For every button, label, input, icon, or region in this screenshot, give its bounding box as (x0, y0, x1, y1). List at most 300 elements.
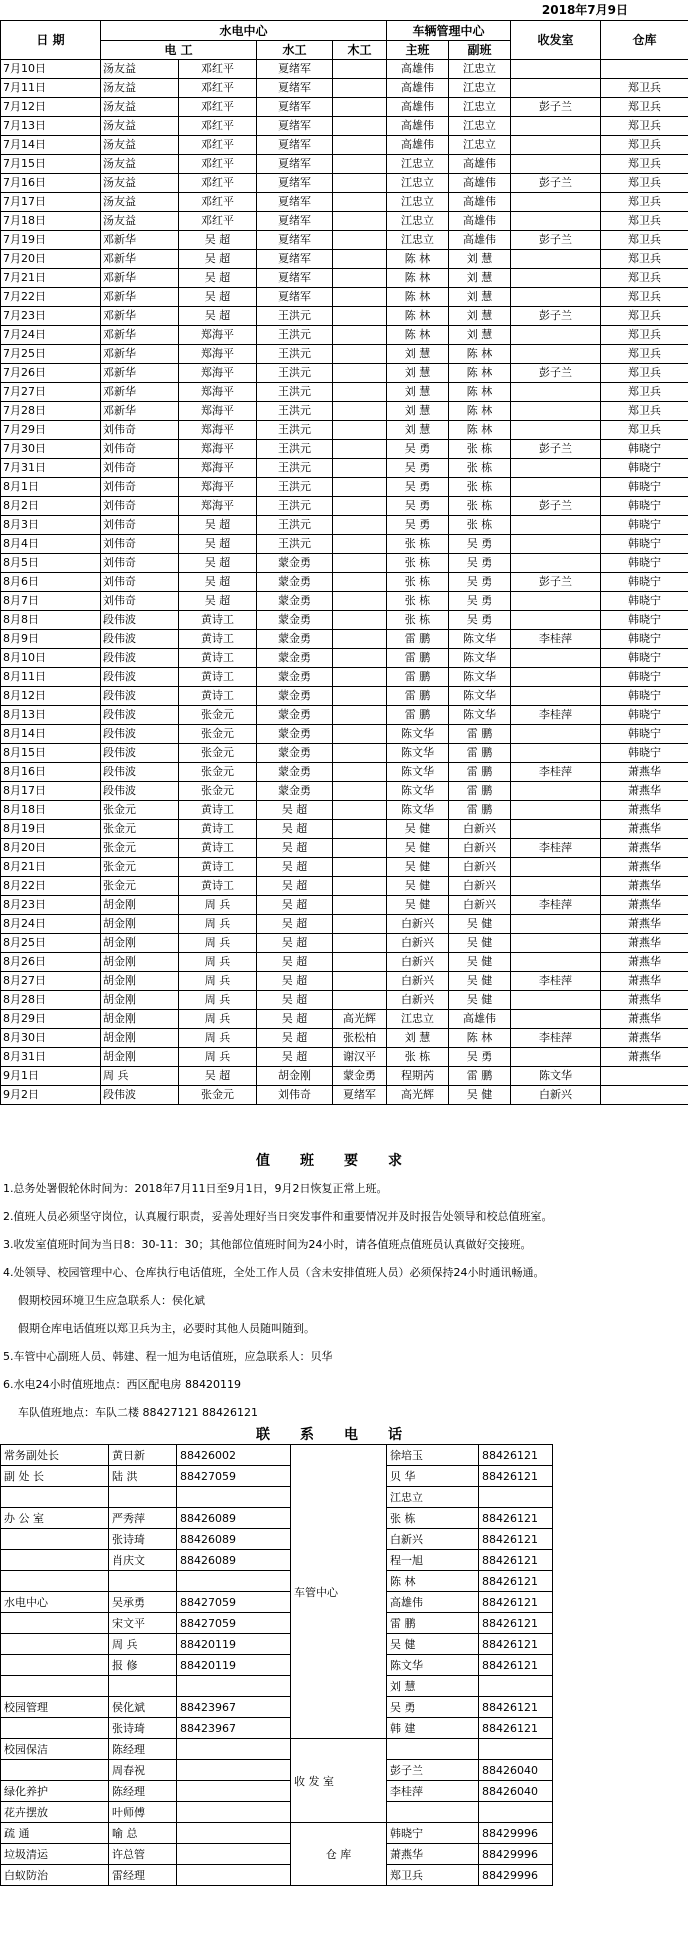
plumber-cell: 王洪元 (257, 516, 333, 535)
carpenter-cell (333, 820, 387, 839)
warehouse-cell: 韩晓宁 (601, 497, 688, 516)
carpenter-cell (333, 535, 387, 554)
plumber-cell: 夏绪军 (257, 212, 333, 231)
mailroom-cell: 李桂萍 (511, 1029, 601, 1048)
main-shift-cell: 刘 慧 (387, 383, 449, 402)
mailroom-cell (511, 402, 601, 421)
date-cell: 8月21日 (1, 858, 101, 877)
contact-dept-cell (1, 1760, 109, 1781)
contact-dept-cell: 白蚁防治 (1, 1865, 109, 1886)
plumber-cell: 吴 超 (257, 934, 333, 953)
electrician-cell: 郑海平 (179, 478, 257, 497)
mailroom-cell (511, 782, 601, 801)
date-cell: 8月22日 (1, 877, 101, 896)
water-power-header: 水电中心 (101, 21, 387, 41)
main-shift-cell: 陈文华 (387, 725, 449, 744)
sub-shift-cell: 刘 慧 (449, 250, 511, 269)
warehouse-cell: 萧燕华 (601, 877, 688, 896)
electrician-cell: 汤友益 (101, 212, 179, 231)
requirement-line: 3.收发室值班时间为当日8：30-11：30；其他部位值班时间为24小时，请各值班点值班员认真做好交接班。 (3, 1238, 532, 1251)
main-shift-cell: 白新兴 (387, 972, 449, 991)
document-date: 2018年7月9日 (541, 3, 628, 17)
carpenter-cell (333, 668, 387, 687)
date-cell: 7月14日 (1, 136, 101, 155)
carpenter-cell (333, 497, 387, 516)
mailroom-cell (511, 915, 601, 934)
mailroom-cell (511, 554, 601, 573)
sub-shift-cell: 张 栋 (449, 440, 511, 459)
sub-shift-cell: 高雄伟 (449, 155, 511, 174)
mailroom-cell (511, 877, 601, 896)
sub-shift-cell: 吴 勇 (449, 554, 511, 573)
plumber-cell: 夏绪军 (257, 250, 333, 269)
main-shift-cell: 刘 慧 (387, 402, 449, 421)
electrician-cell: 邓红平 (179, 117, 257, 136)
electrician-cell: 段伟波 (101, 1086, 179, 1105)
plumber-cell: 吴 超 (257, 953, 333, 972)
contact-phone-cell: 88429996 (479, 1823, 553, 1844)
main-shift-cell: 张 栋 (387, 535, 449, 554)
mailroom-cell (511, 383, 601, 402)
contact-phone-cell: 88426121 (479, 1445, 553, 1466)
main-shift-cell: 江忠立 (387, 174, 449, 193)
date-cell: 8月19日 (1, 820, 101, 839)
schedule-row (1, 193, 688, 212)
schedule-row (1, 649, 688, 668)
date-cell: 8月23日 (1, 896, 101, 915)
warehouse-cell: 郑卫兵 (601, 250, 688, 269)
main-shift-cell: 张 栋 (387, 554, 449, 573)
plumber-cell: 王洪元 (257, 364, 333, 383)
contact-phone-cell: 88420119 (177, 1634, 291, 1655)
contact-phone-cell (177, 1823, 291, 1844)
electrician-cell: 周 兵 (179, 1010, 257, 1029)
plumber-cell: 夏绪军 (257, 117, 333, 136)
date-cell: 8月5日 (1, 554, 101, 573)
electrician-cell: 邓新华 (101, 345, 179, 364)
contact-dept-cell: 常务副处长 (1, 1445, 109, 1466)
electrician-cell: 胡金刚 (101, 1048, 179, 1067)
date-cell: 8月29日 (1, 1010, 101, 1029)
warehouse-cell: 郑卫兵 (601, 326, 688, 345)
warehouse-cell: 郑卫兵 (601, 155, 688, 174)
electrician-cell: 吴 超 (179, 1067, 257, 1086)
sub-shift-cell: 白新兴 (449, 839, 511, 858)
warehouse-cell: 萧燕华 (601, 1029, 688, 1048)
contact-name-cell: 贝 华 (387, 1466, 479, 1487)
electrician-cell: 周 兵 (179, 991, 257, 1010)
main-shift-cell: 雷 鹏 (449, 1067, 511, 1086)
carpenter-cell: 谢汉平 (333, 1048, 387, 1067)
date-cell: 8月31日 (1, 1048, 101, 1067)
contact-phone-cell: 88426121 (479, 1592, 553, 1613)
date-header: 日 期 (1, 21, 101, 60)
warehouse-cell: 韩晓宁 (601, 744, 688, 763)
carpenter-cell (333, 402, 387, 421)
date-cell: 8月26日 (1, 953, 101, 972)
sub-shift-cell: 雷 鹏 (449, 801, 511, 820)
date-cell: 7月13日 (1, 117, 101, 136)
electrician-cell: 段伟波 (101, 782, 179, 801)
electrician-cell: 邓新华 (101, 250, 179, 269)
electrician-cell: 郑海平 (179, 364, 257, 383)
date-cell: 8月4日 (1, 535, 101, 554)
contact-name-cell: 周春祝 (109, 1760, 177, 1781)
carpenter-cell (333, 934, 387, 953)
schedule-row (1, 60, 688, 79)
carpenter-cell (333, 193, 387, 212)
sub-shift-cell: 江忠立 (449, 79, 511, 98)
carpenter-cell (333, 516, 387, 535)
main-shift-cell: 江忠立 (387, 193, 449, 212)
plumber-cell: 蒙金勇 (257, 725, 333, 744)
electrician-cell: 段伟波 (101, 611, 179, 630)
schedule-row (1, 212, 688, 231)
plumber-cell: 蒙金勇 (257, 763, 333, 782)
mailroom-cell: 李桂萍 (511, 763, 601, 782)
carpenter-cell (333, 763, 387, 782)
electrician-cell: 张金元 (179, 744, 257, 763)
electrician-cell: 邓红平 (179, 60, 257, 79)
mailroom-cell (511, 649, 601, 668)
contact-phone-cell: 88426121 (479, 1634, 553, 1655)
carpenter-cell: 高光辉 (387, 1086, 449, 1105)
contact-name-cell: 张诗琦 (109, 1529, 177, 1550)
main-shift-cell: 高雄伟 (387, 79, 449, 98)
sub-shift-cell: 江忠立 (449, 117, 511, 136)
sub-shift-cell: 张 栋 (449, 497, 511, 516)
main-shift-cell: 雷 鹏 (387, 687, 449, 706)
mailroom-cell (511, 991, 601, 1010)
plumber-cell: 王洪元 (257, 345, 333, 364)
mailroom-cell (511, 478, 601, 497)
carpenter-cell (333, 250, 387, 269)
contact-phone-cell (177, 1487, 291, 1508)
contact-name-cell: 吴 勇 (387, 1697, 479, 1718)
contact-dept-cell: 垃圾清运 (1, 1844, 109, 1865)
date-cell: 8月28日 (1, 991, 101, 1010)
sub-shift-cell: 江忠立 (449, 98, 511, 117)
plumber-header: 水工 (257, 41, 333, 60)
warehouse-cell: 郑卫兵 (601, 421, 688, 440)
carpenter-cell (333, 174, 387, 193)
schedule-row (1, 782, 688, 801)
schedule-row (1, 554, 688, 573)
contact-phone-cell (177, 1802, 291, 1823)
carpenter-cell (333, 896, 387, 915)
carpenter-cell (333, 440, 387, 459)
contact-phone-cell: 88426121 (479, 1718, 553, 1739)
date-cell: 7月26日 (1, 364, 101, 383)
mailroom-cell (511, 725, 601, 744)
contact-phone-cell: 88426121 (479, 1697, 553, 1718)
electrician-cell: 周 兵 (179, 1029, 257, 1048)
contact-phone-cell: 88426121 (479, 1508, 553, 1529)
mailroom-cell (511, 155, 601, 174)
sub-shift-cell: 吴 勇 (449, 1048, 511, 1067)
plumber-cell: 蒙金勇 (333, 1067, 387, 1086)
contact-phone-cell: 88426089 (177, 1550, 291, 1571)
date-cell: 8月20日 (1, 839, 101, 858)
warehouse-cell: 郑卫兵 (601, 288, 688, 307)
requirement-line: 6.水电24小时值班地点：西区配电房 88420119 (3, 1378, 241, 1391)
warehouse-cell: 韩晓宁 (601, 630, 688, 649)
contact-name-cell: 韩晓宁 (387, 1823, 479, 1844)
date-cell: 8月1日 (1, 478, 101, 497)
contact-name-cell: 彭子兰 (387, 1760, 479, 1781)
schedule-row (1, 1010, 688, 1029)
plumber-cell: 夏绪军 (333, 1086, 387, 1105)
date-cell: 8月14日 (1, 725, 101, 744)
schedule-row (1, 877, 688, 896)
warehouse-cell: 萧燕华 (601, 1010, 688, 1029)
contact-name-cell: 程一旭 (387, 1550, 479, 1571)
schedule-row (1, 364, 688, 383)
electrician-cell: 张金元 (101, 877, 179, 896)
sub-shift-cell: 陈文华 (449, 687, 511, 706)
electrician-cell: 胡金刚 (101, 991, 179, 1010)
schedule-row (1, 630, 688, 649)
sub-shift-cell: 陈 林 (449, 383, 511, 402)
schedule-row (1, 991, 688, 1010)
electrician-cell: 胡金刚 (101, 1029, 179, 1048)
contact-name-cell: 严秀萍 (109, 1508, 177, 1529)
schedule-row (1, 345, 688, 364)
plumber-cell: 夏绪军 (257, 79, 333, 98)
requirement-line: 2.值班人员必须坚守岗位，认真履行职责，妥善处理好当日突发事件和重要情况并及时报告处领导和校总值班室。 (3, 1210, 553, 1223)
electrician-cell: 汤友益 (101, 193, 179, 212)
mailroom-cell (511, 459, 601, 478)
main-shift-cell: 吴 健 (387, 858, 449, 877)
main-shift-cell: 陈 林 (387, 326, 449, 345)
schedule-row (1, 402, 688, 421)
electrician-cell: 汤友益 (101, 117, 179, 136)
warehouse-cell: 郑卫兵 (601, 307, 688, 326)
contact-name-cell: 张 栋 (387, 1508, 479, 1529)
schedule-row (1, 535, 688, 554)
contact-phone-cell (479, 1802, 553, 1823)
contact-name-cell (109, 1676, 177, 1697)
mailroom-cell: 李桂萍 (511, 896, 601, 915)
contact-phone-cell: 88427059 (177, 1613, 291, 1634)
sub-shift-cell: 雷 鹏 (449, 725, 511, 744)
electrician-cell: 邓红平 (179, 155, 257, 174)
electrician-cell: 黄诗工 (179, 668, 257, 687)
vehicle-dept-cell: 车管中心 (291, 1445, 387, 1739)
date-cell: 8月8日 (1, 611, 101, 630)
contact-name-cell (109, 1571, 177, 1592)
electrician-cell: 黄诗工 (179, 611, 257, 630)
sub-shift-cell: 吴 健 (449, 991, 511, 1010)
warehouse-cell: 韩晓宁 (601, 573, 688, 592)
electrician-cell: 汤友益 (101, 155, 179, 174)
sub-shift-cell: 陈 林 (449, 345, 511, 364)
plumber-cell: 吴 超 (257, 877, 333, 896)
plumber-cell: 夏绪军 (257, 174, 333, 193)
electrician-cell: 郑海平 (179, 326, 257, 345)
electrician-cell: 刘伟奇 (101, 421, 179, 440)
contact-phone-cell: 88426089 (177, 1508, 291, 1529)
main-shift-cell: 白新兴 (387, 991, 449, 1010)
sub-shift-header: 副班 (449, 41, 511, 60)
electrician-cell: 段伟波 (101, 649, 179, 668)
main-shift-cell: 陈文华 (387, 744, 449, 763)
warehouse-cell: 萧燕华 (601, 782, 688, 801)
carpenter-cell: 高光辉 (333, 1010, 387, 1029)
carpenter-cell (333, 307, 387, 326)
date-cell: 8月11日 (1, 668, 101, 687)
contact-phone-cell (177, 1676, 291, 1697)
main-shift-cell: 江忠立 (387, 155, 449, 174)
electrician-cell: 胡金刚 (101, 896, 179, 915)
warehouse-cell: 郑卫兵 (601, 79, 688, 98)
plumber-cell: 吴 超 (257, 915, 333, 934)
warehouse-cell: 韩晓宁 (601, 649, 688, 668)
main-shift-cell: 吴 勇 (387, 440, 449, 459)
electrician-cell: 邓红平 (179, 136, 257, 155)
warehouse-cell: 韩晓宁 (601, 459, 688, 478)
carpenter-cell (333, 839, 387, 858)
plumber-cell: 吴 超 (257, 1010, 333, 1029)
main-shift-cell: 吴 健 (387, 896, 449, 915)
schedule-row (1, 421, 688, 440)
warehouse-cell: 萧燕华 (601, 953, 688, 972)
schedule-row (1, 288, 688, 307)
main-shift-cell: 吴 勇 (387, 516, 449, 535)
plumber-cell: 王洪元 (257, 383, 333, 402)
carpenter-cell (333, 79, 387, 98)
electrician-cell: 吴 超 (179, 269, 257, 288)
main-shift-cell: 张 栋 (387, 611, 449, 630)
plumber-cell: 蒙金勇 (257, 706, 333, 725)
plumber-cell: 吴 超 (257, 858, 333, 877)
electrician-cell: 周 兵 (179, 953, 257, 972)
plumber-cell: 蒙金勇 (257, 744, 333, 763)
electrician-cell: 张金元 (101, 820, 179, 839)
carpenter-cell (333, 383, 387, 402)
warehouse-cell: 韩晓宁 (601, 516, 688, 535)
sub-shift-cell: 高雄伟 (449, 1010, 511, 1029)
carpenter-cell (333, 326, 387, 345)
electrician-cell: 吴 超 (179, 535, 257, 554)
plumber-cell: 夏绪军 (257, 231, 333, 250)
mailroom-cell (511, 326, 601, 345)
mailroom-cell: 彭子兰 (511, 364, 601, 383)
plumber-cell: 夏绪军 (257, 193, 333, 212)
carpenter-header: 木工 (333, 41, 387, 60)
carpenter-cell (333, 364, 387, 383)
mailroom-cell (511, 1048, 601, 1067)
electrician-cell: 刘伟奇 (101, 573, 179, 592)
contact-phone-cell: 88423967 (177, 1718, 291, 1739)
sub-shift-cell: 张 栋 (449, 459, 511, 478)
sub-shift-cell: 陈文华 (449, 630, 511, 649)
main-shift-cell: 张 栋 (387, 573, 449, 592)
electrician-cell: 吴 超 (179, 288, 257, 307)
main-shift-cell: 刘 慧 (387, 1029, 449, 1048)
mailroom-cell: 彭子兰 (511, 98, 601, 117)
contact-name-cell: 江忠立 (387, 1487, 479, 1508)
electrician-cell: 汤友益 (101, 60, 179, 79)
main-shift-cell: 雷 鹏 (387, 630, 449, 649)
carpenter-cell (333, 345, 387, 364)
electrician-cell: 邓红平 (179, 98, 257, 117)
warehouse-cell: 郑卫兵 (601, 231, 688, 250)
vehicle-header: 车辆管理中心 (387, 21, 511, 41)
contact-name-cell: 陈 林 (387, 1571, 479, 1592)
electrician-cell: 胡金刚 (101, 1010, 179, 1029)
main-shift-header: 主班 (387, 41, 449, 60)
sub-shift-cell: 陈 林 (449, 1029, 511, 1048)
electrician-cell: 吴 超 (179, 231, 257, 250)
schedule-row (1, 687, 688, 706)
contact-name-cell: 侯化斌 (109, 1697, 177, 1718)
contact-dept-cell (1, 1529, 109, 1550)
electrician-cell: 吴 超 (179, 516, 257, 535)
date-cell: 8月24日 (1, 915, 101, 934)
mailroom-cell (511, 345, 601, 364)
sub-shift-cell: 刘 慧 (449, 269, 511, 288)
warehouse-cell: 郑卫兵 (601, 364, 688, 383)
warehouse-cell: 萧燕华 (601, 934, 688, 953)
warehouse-cell: 萧燕华 (601, 820, 688, 839)
electrician-cell: 汤友益 (101, 79, 179, 98)
mailroom-cell (601, 1086, 688, 1105)
mailroom-cell: 彭子兰 (511, 573, 601, 592)
mailroom-cell: 彭子兰 (511, 307, 601, 326)
main-shift-cell: 高雄伟 (387, 136, 449, 155)
main-shift-cell: 雷 鹏 (387, 668, 449, 687)
carpenter-cell (333, 630, 387, 649)
main-shift-cell: 高雄伟 (387, 60, 449, 79)
main-shift-cell: 吴 健 (387, 839, 449, 858)
carpenter-cell (333, 98, 387, 117)
mailroom-cell (511, 516, 601, 535)
plumber-cell: 蒙金勇 (257, 592, 333, 611)
sub-shift-cell: 雷 鹏 (449, 782, 511, 801)
electrician-header: 电 工 (101, 41, 257, 60)
schedule-row (1, 915, 688, 934)
contact-dept-cell (1, 1634, 109, 1655)
mailroom-cell (511, 744, 601, 763)
contact-row (1, 1739, 688, 1760)
main-shift-cell: 雷 鹏 (387, 649, 449, 668)
sub-shift-cell: 吴 健 (449, 953, 511, 972)
contact-dept-cell: 水电中心 (1, 1592, 109, 1613)
mailroom-cell: 李桂萍 (511, 972, 601, 991)
requirement-line: 假期仓库电话值班以郑卫兵为主，必要时其他人员随叫随到。 (18, 1322, 315, 1335)
electrician-cell: 郑海平 (179, 459, 257, 478)
carpenter-cell (333, 478, 387, 497)
date-cell: 7月24日 (1, 326, 101, 345)
carpenter-cell (333, 972, 387, 991)
date-cell: 7月28日 (1, 402, 101, 421)
sub-shift-cell: 陈 林 (449, 364, 511, 383)
sub-shift-cell: 雷 鹏 (449, 763, 511, 782)
carpenter-cell (333, 60, 387, 79)
carpenter-cell (333, 573, 387, 592)
carpenter-cell (333, 782, 387, 801)
plumber-cell: 吴 超 (257, 972, 333, 991)
plumber-cell: 王洪元 (257, 497, 333, 516)
date-cell: 8月12日 (1, 687, 101, 706)
main-shift-cell: 雷 鹏 (387, 706, 449, 725)
mailroom-cell (511, 136, 601, 155)
schedule-table (0, 20, 688, 1105)
electrician-cell: 邓新华 (101, 231, 179, 250)
contact-dept-cell: 校园管理 (1, 1697, 109, 1718)
mailroom-cell (511, 79, 601, 98)
